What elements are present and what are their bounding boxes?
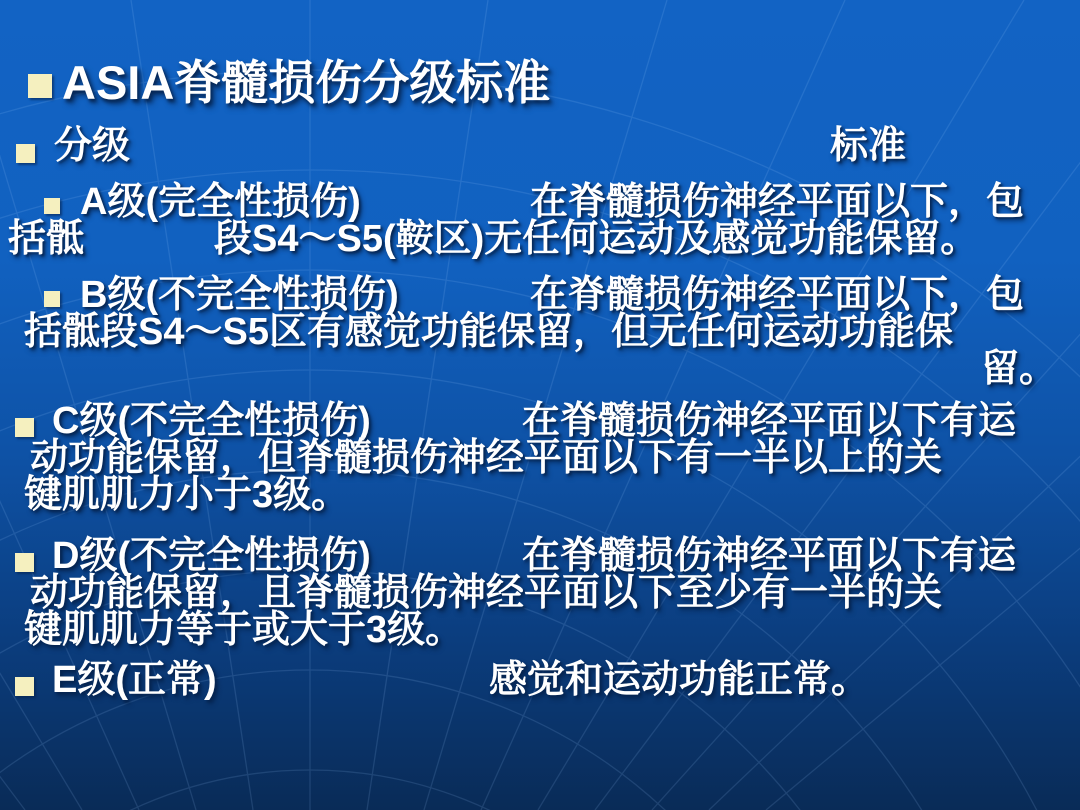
title-bullet-square-icon [28,74,52,98]
grade-c-desc-line2: 动功能保留，但脊髓损伤神经平面以下有一半以上的关 [30,437,943,479]
grade-a-desc-line2-right: 段S4～S5(鞍区)无任何运动及感觉功能保留。 [214,218,979,260]
grade-a-desc-line2-left: 括骶 [8,218,85,260]
grade-c-bullet-square-icon [15,418,34,437]
grade-b-desc-line2: 括骶段S4～S5区有感觉功能保留，但无任何运动功能保 [24,311,953,353]
grade-e-label: E级(正常) [52,659,217,701]
grade-d-desc-line1: 在脊髓损伤神经平面以下有运 [522,535,1017,577]
grade-d-bullet-square-icon [15,553,34,572]
grade-a-label: A级(完全性损伤) [80,181,361,223]
grade-e-desc: 感觉和运动功能正常。 [489,659,870,701]
slide-title: ASIA脊髓损伤分级标准 [62,56,551,109]
grade-c-label: C级(不完全性损伤) [52,400,371,442]
grade-b-desc-line3: 留。 [981,348,1058,390]
grade-d-desc-line3: 键肌肌力等于或大于3级。 [24,609,464,651]
grade-d-label: D级(不完全性损伤) [52,535,371,577]
grade-e-bullet-square-icon [15,677,34,696]
grade-d-desc-line2: 动功能保留，且脊髓损伤神经平面以下至少有一半的关 [30,572,943,614]
grade-b-desc-line1: 在脊髓损伤神经平面以下，包 [530,274,1025,316]
grade-b-label: B级(不完全性损伤) [80,274,399,316]
header-standard-label: 标准 [830,125,907,167]
grade-b-bullet-square-icon [44,291,60,307]
header-grade-label: 分级 [54,125,131,167]
header-bullet-square-icon [16,144,35,163]
grade-a-bullet-square-icon [44,198,60,214]
grade-c-desc-line1: 在脊髓损伤神经平面以下有运 [522,400,1017,442]
grade-a-desc-line1: 在脊髓损伤神经平面以下，包 [530,181,1025,223]
grade-c-desc-line3: 键肌肌力小于3级。 [24,474,350,516]
